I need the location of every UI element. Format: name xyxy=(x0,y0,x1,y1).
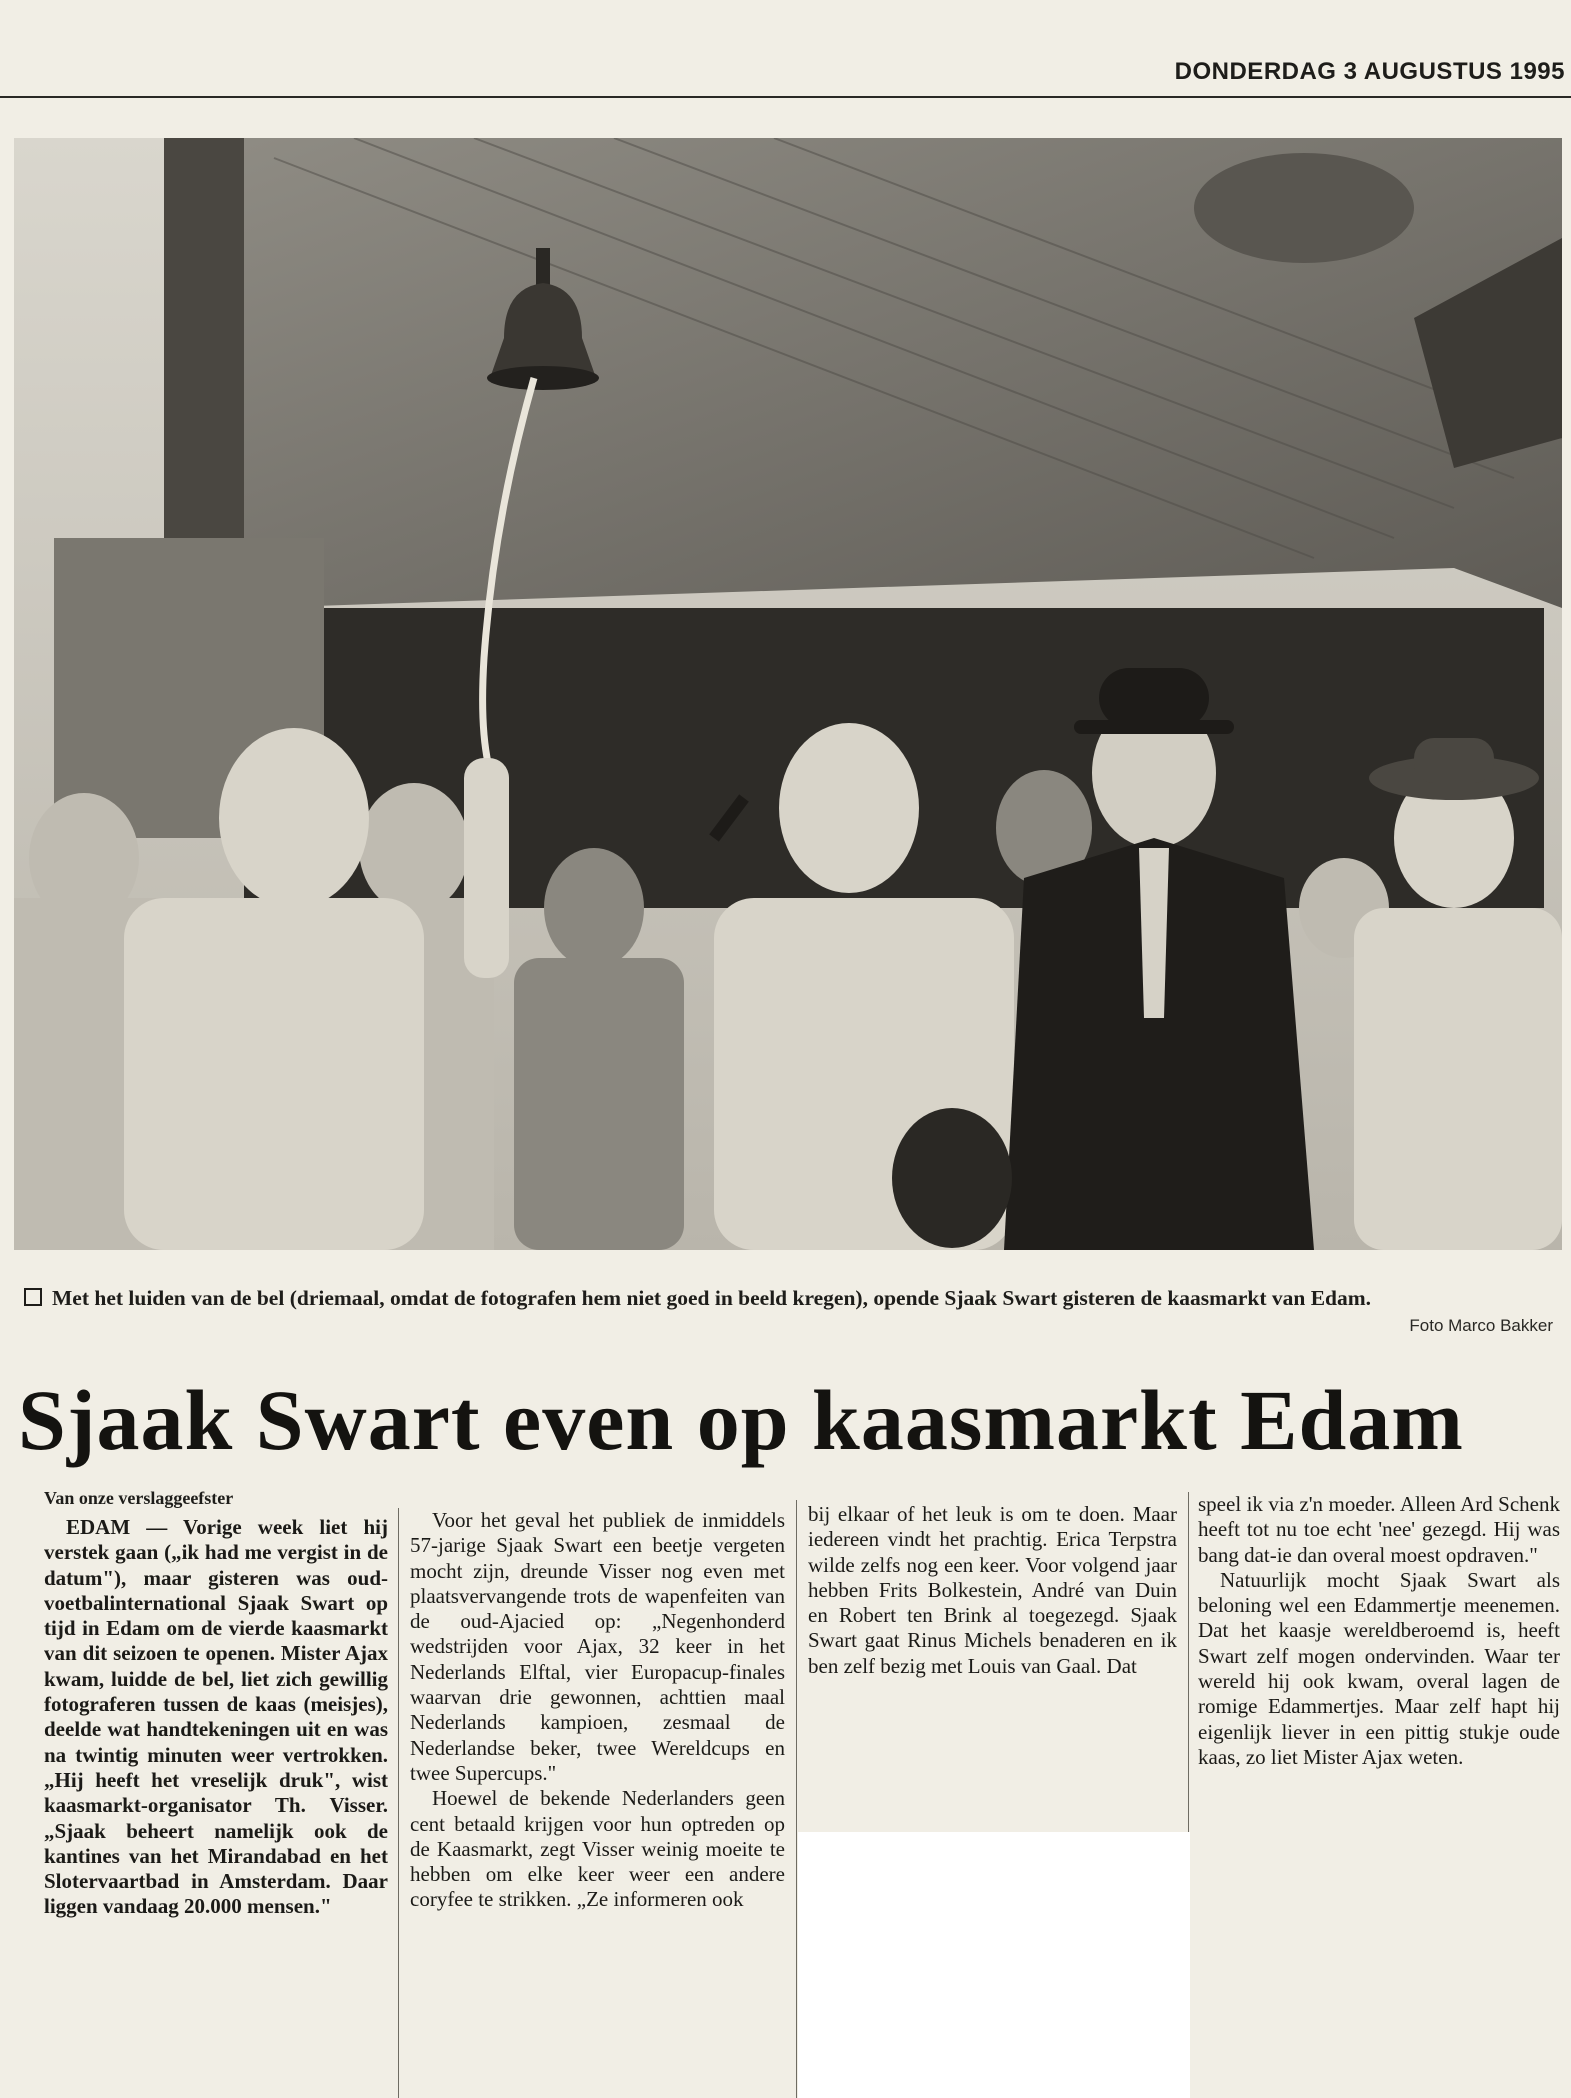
article-column-3 xyxy=(808,1502,1177,1679)
page-dateline: DONDERDAG 3 AUGUSTUS 1995 xyxy=(1174,58,1565,85)
column-2-paragraph-1: Voor het geval het publiek de inmiddels 57-jarige Sjaak Swart een beetje vergeten mocht zijn, dreunde Visser nog even met plaatsvervangende trots de wapenfeiten van de oud-Ajacied op: „Negenhonderd wedstrijden voor Ajax, 32 keer in het Nederlands Elftal, vier Europacup-finales waarvan drie gewonnen, achttien maal Nederlands kampioen, zesmaal de Nederlandse beker, twee Wereldcups en twee Supercups." xyxy=(410,1508,785,1785)
article-headline: Sjaak Swart even op kaasmarkt Edam xyxy=(18,1372,1464,1468)
article-column-1 xyxy=(44,1515,388,1920)
column-1-paragraph: EDAM — Vorige week liet hij verstek gaan („ik had me vergist in de datum"), maar gisteren was oud-voetbalinternational Sjaak Swart op tijd in Edam om de vierde kaasmarkt van dit seizoen te openen. Mister Ajax kwam, luidde de bel, liet zich gewillig fotograferen tussen de kaas (meisjes), deelde wat handtekeningen uit en was na twintig minuten weer vertrokken. „Hij heeft het vreselijk druk", wist kaasmarkt-organisator Th. Visser. „Sjaak beheert namelijk ook de kantines van het Mirandabad en het Slotervaartbad in Amsterdam. Daar liggen vandaag 20.000 mensen." xyxy=(44,1515,388,1919)
header-rule xyxy=(0,96,1571,98)
news-photo xyxy=(14,138,1562,1250)
column-4-paragraph-2: Natuurlijk mocht Sjaak Swart als beloning wel een Edammertje meenemen. Dat het kaasje wereldberoemd is, heeft Swart zelf mogen ondervinden. Waar ter wereld hij ook kwam, overal lagen de romige Edammertjes. Maar zelf hapt hij eigenlijk liever in een pittig stukje oude kaas, zo liet Mister Ajax weten. xyxy=(1198,1567,1560,1769)
article-column-2 xyxy=(410,1508,785,1913)
column-divider xyxy=(398,1508,399,2098)
column-2-paragraph-2: Hoewel de bekende Nederlanders geen cent betaald krijgen voor hun optreden op de Kaasmarkt, zegt Visser weinig moeite te hebben om elke keer weer een andere coryfee te strikken. „Ze informeren ook xyxy=(410,1786,785,1912)
column-3-paragraph: bij elkaar of het leuk is om te doen. Maar iedereen vindt het prachtig. Erica Terpstra wilde zelfs nog een keer. Voor volgend jaar hebben Frits Bolkestein, André van Duin en Robert ten Brink al toegezegd. Sjaak Swart gaat Rinus Michels benaderen en ik ben zelf bezig met Louis van Gaal. Dat xyxy=(808,1502,1177,1678)
caption-text: Met het luiden van de bel (driemaal, omdat de fotografen hem niet goed in beeld kregen), opende Sjaak Swart gisteren de kaasmarkt van Edam. xyxy=(52,1286,1372,1310)
blank-area xyxy=(798,1832,1190,2098)
article-column-4 xyxy=(1198,1492,1560,1770)
photo-illustration xyxy=(14,138,1562,1250)
column-4-paragraph-1: speel ik via z'n moeder. Alleen Ard Schenk heeft tot nu toe echt 'nee' gezegd. Hij was bang dat-ie dan overal moest opdraven." xyxy=(1198,1492,1560,1567)
plate xyxy=(892,1108,1012,1248)
column-divider xyxy=(796,1500,797,2098)
photo-caption xyxy=(18,1283,1558,1313)
article-byline: Van onze verslaggeefster xyxy=(44,1488,234,1508)
photo-credit: Foto Marco Bakker xyxy=(1409,1316,1553,1335)
caption-box-icon xyxy=(24,1288,42,1306)
